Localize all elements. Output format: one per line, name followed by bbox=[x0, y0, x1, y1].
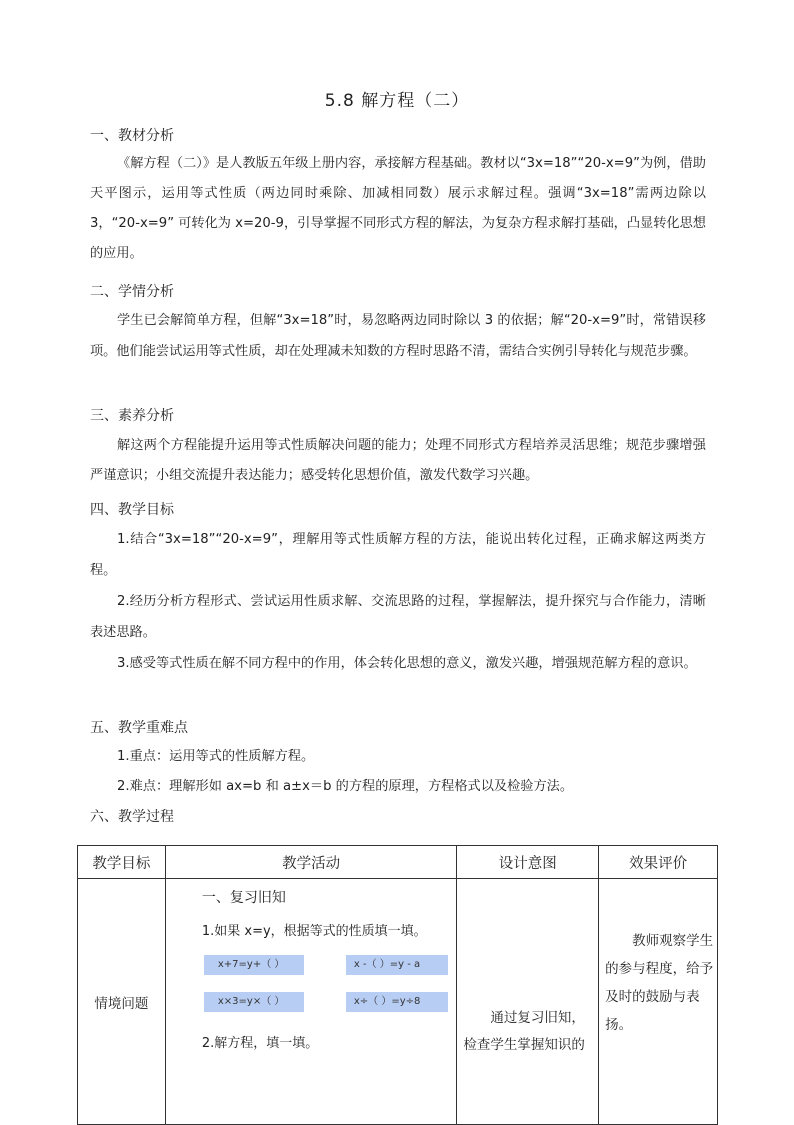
fill-blank-box-3: x×3=y×（ ） bbox=[204, 992, 304, 1012]
fill-blank-box-1: x+7=y+（ ） bbox=[204, 955, 304, 975]
header-intent: 设计意图 bbox=[457, 846, 599, 879]
goal-item-1: 1.结合“3x=18”“20-x=9”，理解用等式性质解方程的方法，能说出转化过程，正确求解这两类方程。 bbox=[90, 532, 706, 578]
teaching-process-table bbox=[77, 845, 718, 1125]
section-heading-textbook: 一、教材分析 bbox=[90, 128, 174, 144]
section-heading-students: 二、学情分析 bbox=[90, 284, 174, 300]
header-goal: 教学目标 bbox=[78, 846, 166, 879]
section-text-textbook: 《解方程（二）》是人教版五年级上册内容，承接解方程基础。教材以“3x=18”“20-x=9”为例，借助天平图示，运用等式性质（两边同时乘除、加减相同数）展示求解过程。强调“3x=18”需两边除以 3，“20-x=9” 可转化为 x=20-9，引导掌握不同形式方程的解法，为复杂方程求解打基础，凸显转化思想的应用。 bbox=[90, 156, 706, 261]
fill-blank-box-4: x÷（ ）=y÷8 bbox=[346, 992, 448, 1012]
section-text-literacy: 解这两个方程能提升运用等式性质解决问题的能力；处理不同形式方程培养灵活思维；规范步骤增强严谨意识；小组交流提升表达能力；感受转化思想价值，激发代数学习兴趣。 bbox=[90, 438, 706, 483]
header-evaluation: 效果评价 bbox=[599, 846, 718, 879]
review-heading: 一、复习旧知 bbox=[201, 890, 286, 906]
cell-evaluation bbox=[599, 879, 718, 1125]
section-heading-process: 六、教学过程 bbox=[90, 809, 174, 825]
intent-text: 通过复习旧知，检查学生掌握知识的 bbox=[463, 1010, 585, 1053]
cell-intent bbox=[457, 879, 599, 1125]
header-activity: 教学活动 bbox=[165, 846, 457, 879]
cell-goal bbox=[78, 879, 166, 1125]
fill-blank-box-2: x -（ ）=y - a bbox=[346, 955, 448, 975]
key-point-item-1: 1.重点：运用等式的性质解方程。 bbox=[117, 749, 315, 764]
question-1: 1.如果 x=y，根据等式的性质填一填。 bbox=[201, 924, 427, 939]
evaluation-text: 教师观察学生的参与程度，给予及时的鼓励与表扬。 bbox=[605, 933, 714, 1033]
section-heading-literacy: 三、素养分析 bbox=[90, 408, 174, 424]
table-header-row bbox=[78, 846, 718, 879]
goal-text: 情境问题 bbox=[94, 995, 149, 1012]
section-heading-goals: 四、教学目标 bbox=[90, 502, 174, 518]
question-2: 2.解方程，填一填。 bbox=[201, 1036, 319, 1051]
table-row bbox=[78, 879, 718, 1125]
key-point-item-2: 2.难点：理解形如 ax=b 和 a±x＝b 的方程的原理，方程格式以及检验方法。 bbox=[117, 779, 574, 794]
goal-item-3: 3.感受等式性质在解不同方程中的作用，体会转化思想的意义，激发兴趣，增强规范解方程的意识。 bbox=[117, 656, 697, 671]
section-text-students: 学生已会解简单方程，但解“3x=18”时，易忽略两边同时除以 3 的依据；解“20-x=9”时，常错误移项。他们能尝试运用等式性质，却在处理减未知数的方程时思路不清，需结合实例引导转化与规范步骤。 bbox=[90, 313, 706, 359]
goal-item-2: 2.经历分析方程形式、尝试运用性质求解、交流思路的过程，掌握解法，提升探究与合作能力，清晰表述思路。 bbox=[90, 594, 706, 640]
cell-activity bbox=[165, 879, 457, 1125]
section-heading-key-points: 五、教学重难点 bbox=[90, 720, 188, 736]
page-title: 5.8 解方程（二） bbox=[324, 91, 470, 111]
